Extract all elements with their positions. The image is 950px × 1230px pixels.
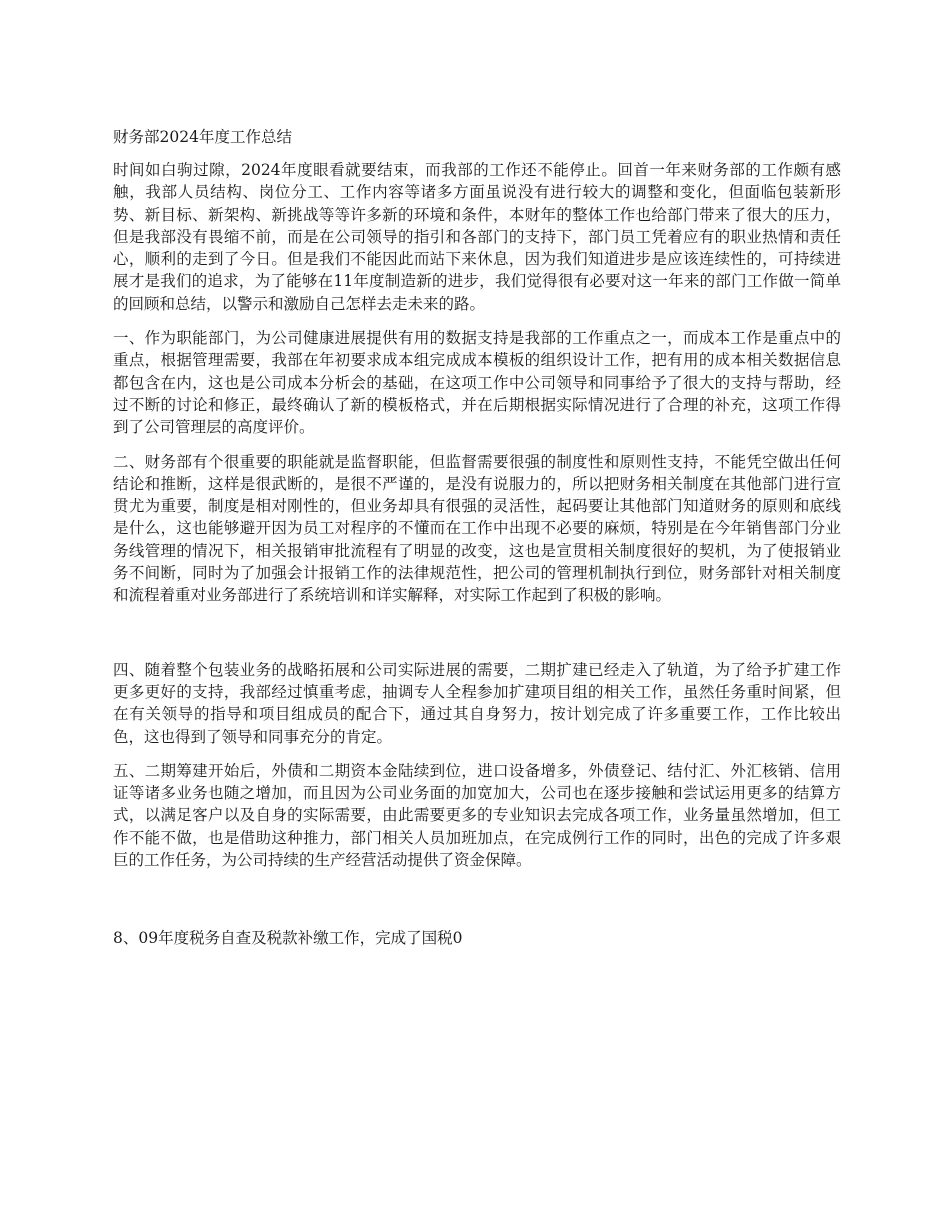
paragraph-section-4: 四、随着整个包装业务的战略拓展和公司实际进展的需要，二期扩建已经走入了轨道，为了给予扩建工作更多更好的支持，我部经过慎重考虑，抽调专人全程参加扩建项目组的相关工作，虽然任务重时间紧，但在有关领导的指导和项目组成员的配合下，通过其自身努力，按计划完成了许多重要工作，工作比较出色，这也得到了领导和同事充分的肯定。: [113, 660, 841, 746]
paragraph-section-2: 二、财务部有个很重要的职能就是监督职能，但监督需要很强的制度性和原则性支持，不能凭空做出任何结论和推断，这样是很武断的，是很不严谨的，是没有说服力的，所以把财务相关制度在其他部门进行宣贯尤为重要，制度是相对刚性的，但业务却具有很强的灵活性，起码要让其他部门知道财务的原则和底线是什么，这也能够避开因为员工对程序的不懂而在工作中出现不必要的麻烦，特别是在今年销售部门分业务线管理的情况下，相关报销审批流程有了明显的改变，这也是宣贯相关制度很好的契机，为了使报销业务不间断，同时为了加强会计报销工作的法律规范性，把公司的管理机制执行到位，财务部针对相关制度和流程着重对业务部进行了系统培训和详实解释，对实际工作起到了积极的影响。: [113, 452, 841, 605]
paragraph-section-1: 一、作为职能部门，为公司健康进展提供有用的数据支持是我部的工作重点之一，而成本工作是重点中的重点，根据管理需要，我部在年初要求成本组完成成本模板的组织设计工作，把有用的成本相关数据信息都包含在内，这也是公司成本分析会的基础，在这项工作中公司领导和同事给予了很大的支持与帮助，经过不断的讨论和修正，最终确认了新的模板格式，并在后期根据实际情况进行了合理的补充，这项工作得到了公司管理层的高度评价。: [113, 329, 841, 437]
paragraph-intro: 时间如白驹过隙，2024年度眼看就要结束，而我部的工作还不能停止。回首一年来财务部的工作颇有感触，我部人员结构、岗位分工、工作内容等诸多方面虽说没有进行较大的调整和变化，但面临包装新形势、新目标、新架构、新挑战等等许多新的环境和条件，本财年的整体工作也给部门带来了很大的压力，但是我部没有畏缩不前，而是在公司领导的指引和各部门的支持下，部门员工凭着应有的职业热情和责任心，顺利的走到了今日。但是我们不能因此而站下来休息，因为我们知道进步是应该连续性的，可持续进展才是我们的追求，为了能够在11年度制造新的进步，我们觉得很有必要对这一年来的部门工作做一简单的回顾和总结，以警示和激励自己怎样去走未来的路。: [113, 161, 841, 313]
paragraph-section-5: 五、二期筹建开始后，外债和二期资本金陆续到位，进口设备增多，外债登记、结付汇、外汇核销、信用证等诸多业务也随之增加，而且因为公司业务面的加宽加大，公司也在逐步接触和尝试运用更多的结算方式，以满足客户以及自身的实际需要，由此需要更多的专业知识去完成各项工作，业务量虽然增加，但工作不能不做，也是借助这种推力，部门相关人员加班加点，在完成例行工作的同时，出色的完成了许多艰巨的工作任务，为公司持续的生产经营活动提供了资金保障。: [113, 761, 841, 870]
blank-spacer: [113, 619, 841, 659]
paragraph-tax-item: 8、09年度税务自查及税款补缴工作，完成了国税0: [113, 929, 463, 948]
blank-spacer: [113, 883, 841, 927]
document-title: 财务部2024年度工作总结: [113, 128, 292, 146]
document-page: [113, 126, 841, 962]
